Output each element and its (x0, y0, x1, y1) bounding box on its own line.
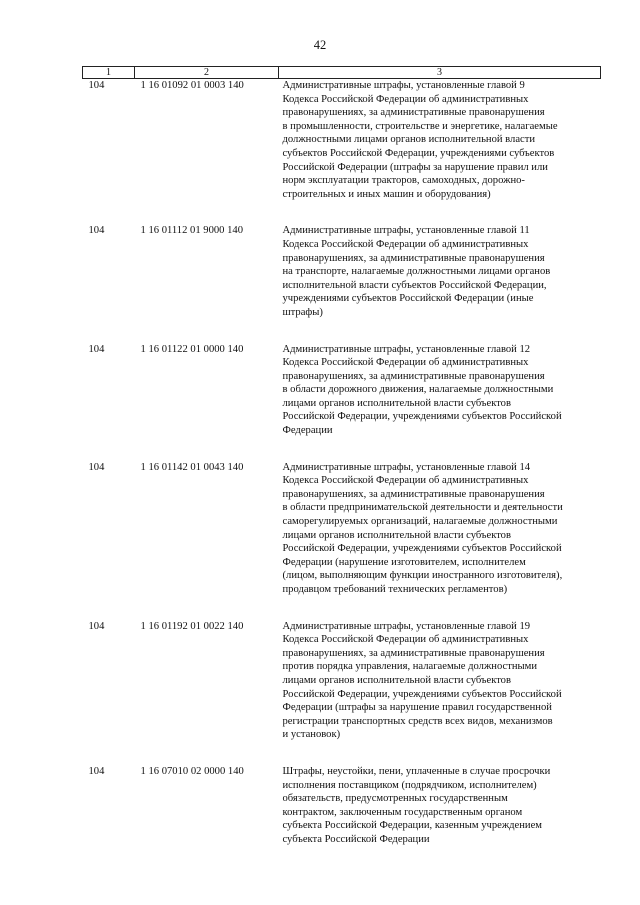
row-spacer (83, 597, 601, 620)
description-line: обязательств, предусмотренных государственным (282, 793, 508, 805)
admin-code-cell: 104 (88, 343, 105, 355)
description-line: субъектов Российской Федерации, учреждениями субъектов (282, 147, 555, 159)
description-line: и установок) (282, 729, 341, 741)
table-row (83, 620, 601, 742)
description-cell (279, 343, 601, 438)
spacer-cell (279, 438, 601, 461)
spacer-cell (279, 201, 601, 224)
revenue-code-cell: 1 16 07010 02 0000 140 (140, 765, 244, 777)
spacer-cell (83, 597, 135, 620)
revenue-code-cell: 1 16 01092 01 0003 140 (140, 80, 244, 91)
spacer-cell (83, 742, 135, 765)
spacer-cell (83, 320, 135, 343)
revenue-codes-table (82, 66, 601, 847)
description-line: правонарушениях, за административные правонарушения (282, 107, 545, 119)
description-line: должностными лицами органов исполнительной власти (282, 134, 536, 146)
description-line: саморегулируемых организаций, налагаемые должностными (282, 516, 558, 528)
admin-code-cell: 104 (88, 765, 105, 777)
row-spacer (83, 201, 601, 224)
description-line: Административные штрафы, установленные главой 11 (282, 225, 530, 237)
description-cell (279, 224, 601, 319)
admin-code-cell: 104 (88, 225, 105, 237)
header-col-2: 2 (135, 67, 279, 79)
description-line: Административные штрафы, установленные главой 9 (282, 80, 525, 91)
description-cell (279, 79, 601, 202)
spacer-cell (83, 201, 135, 224)
description-line: контрактом, заключенным государственным органом (282, 806, 523, 818)
spacer-cell (135, 320, 279, 343)
table-header (83, 67, 601, 79)
table-row (83, 224, 601, 319)
revenue-code-cell: 1 16 01192 01 0022 140 (140, 620, 244, 632)
description-line: Административные штрафы, установленные главой 12 (282, 343, 531, 355)
description-line: (лицом, выполняющим функции иностранного изготовителя), (282, 570, 563, 582)
description-line: штрафы) (282, 306, 323, 318)
page-number: 42 (313, 38, 327, 52)
admin-code-cell: 104 (88, 461, 105, 473)
description-line: Федерации (нарушение изготовителем, исполнителем (282, 556, 526, 568)
description-line: Российской Федерации (штрафы за нарушение правил или (282, 161, 548, 173)
admin-code-cell: 104 (88, 620, 105, 632)
spacer-cell (135, 742, 279, 765)
description-line: Штрафы, неустойки, пени, уплаченные в случае просрочки (282, 765, 551, 777)
spacer-cell (279, 320, 601, 343)
description-line: правонарушениях, за административные правонарушения (282, 370, 545, 382)
description-cell (279, 765, 601, 847)
spacer-cell (83, 438, 135, 461)
header-row (83, 67, 601, 79)
description-line: субъекта Российской Федерации (282, 833, 430, 845)
description-line: Кодекса Российской Федерации об административных (282, 357, 529, 369)
row-spacer (83, 438, 601, 461)
header-col-1: 1 (83, 67, 135, 79)
description-line: Кодекса Российской Федерации об административных (282, 238, 529, 250)
description-line: правонарушениях, за административные правонарушения (282, 647, 545, 659)
spacer-cell (135, 597, 279, 620)
description-line: на транспорте, налагаемые должностными лицами органов (282, 266, 551, 278)
description-line: правонарушениях, за административные правонарушения (282, 252, 545, 264)
description-line: Федерации (штрафы за нарушение правил государственной (282, 702, 552, 714)
table-row (83, 461, 601, 597)
description-line: норм эксплуатации тракторов, самоходных, дорожно- (282, 175, 525, 187)
description-line: субъекта Российской Федерации, казенным учреждением (282, 820, 542, 832)
description-line: регистрации транспортных средств всех видов, механизмов (282, 715, 553, 727)
description-line: строительных и иных машин и оборудования) (282, 188, 491, 200)
spacer-cell (279, 742, 601, 765)
description-line: Административные штрафы, установленные главой 14 (282, 461, 531, 473)
description-line: Федерации (282, 425, 333, 437)
table-row (83, 343, 601, 438)
description-line: исполнения поставщиком (подрядчиком, исполнителем) (282, 779, 537, 791)
table-body (83, 79, 601, 847)
description-cell (279, 620, 601, 742)
description-line: лицами органов исполнительной власти субъектов (282, 529, 511, 541)
admin-code-cell: 104 (88, 80, 105, 91)
description-line: учреждениями субъектов Российской Федерации (иные (282, 293, 534, 305)
description-line: Административные штрафы, установленные главой 19 (282, 620, 531, 632)
table-row (83, 79, 601, 202)
description-line: против порядка управления, налагаемые должностными (282, 661, 538, 673)
row-spacer (83, 320, 601, 343)
table-row (83, 765, 601, 847)
description-line: продавцом требований технических регламентов) (282, 584, 508, 595)
description-line: Кодекса Российской Федерации об административных (282, 93, 529, 105)
description-line: исполнительной власти субъектов Российской Федерации, (282, 279, 547, 291)
description-line: Кодекса Российской Федерации об административных (282, 634, 529, 646)
spacer-cell (279, 597, 601, 620)
description-line: в области предпринимательской деятельности и деятельности (282, 502, 563, 514)
description-cell (279, 461, 601, 597)
spacer-cell (135, 201, 279, 224)
description-line: Российской Федерации, учреждениями субъектов Российской (282, 411, 562, 423)
header-col-3: 3 (279, 67, 601, 79)
row-spacer (83, 742, 601, 765)
revenue-code-cell: 1 16 01122 01 0000 140 (140, 343, 244, 355)
description-line: в промышленности, строительстве и энергетике, налагаемые (282, 120, 558, 132)
spacer-cell (135, 438, 279, 461)
revenue-code-cell: 1 16 01112 01 9000 140 (140, 225, 244, 237)
revenue-code-cell: 1 16 01142 01 0043 140 (140, 461, 244, 473)
description-line: лицами органов исполнительной власти субъектов (282, 397, 511, 409)
description-line: Кодекса Российской Федерации об административных (282, 475, 529, 487)
description-line: лицами органов исполнительной власти субъектов (282, 674, 511, 686)
description-line: правонарушениях, за административные правонарушения (282, 488, 545, 500)
description-line: Российской Федерации, учреждениями субъектов Российской (282, 543, 562, 555)
description-line: Российской Федерации, учреждениями субъектов Российской (282, 688, 562, 700)
description-line: в области дорожного движения, налагаемые должностными (282, 384, 554, 396)
